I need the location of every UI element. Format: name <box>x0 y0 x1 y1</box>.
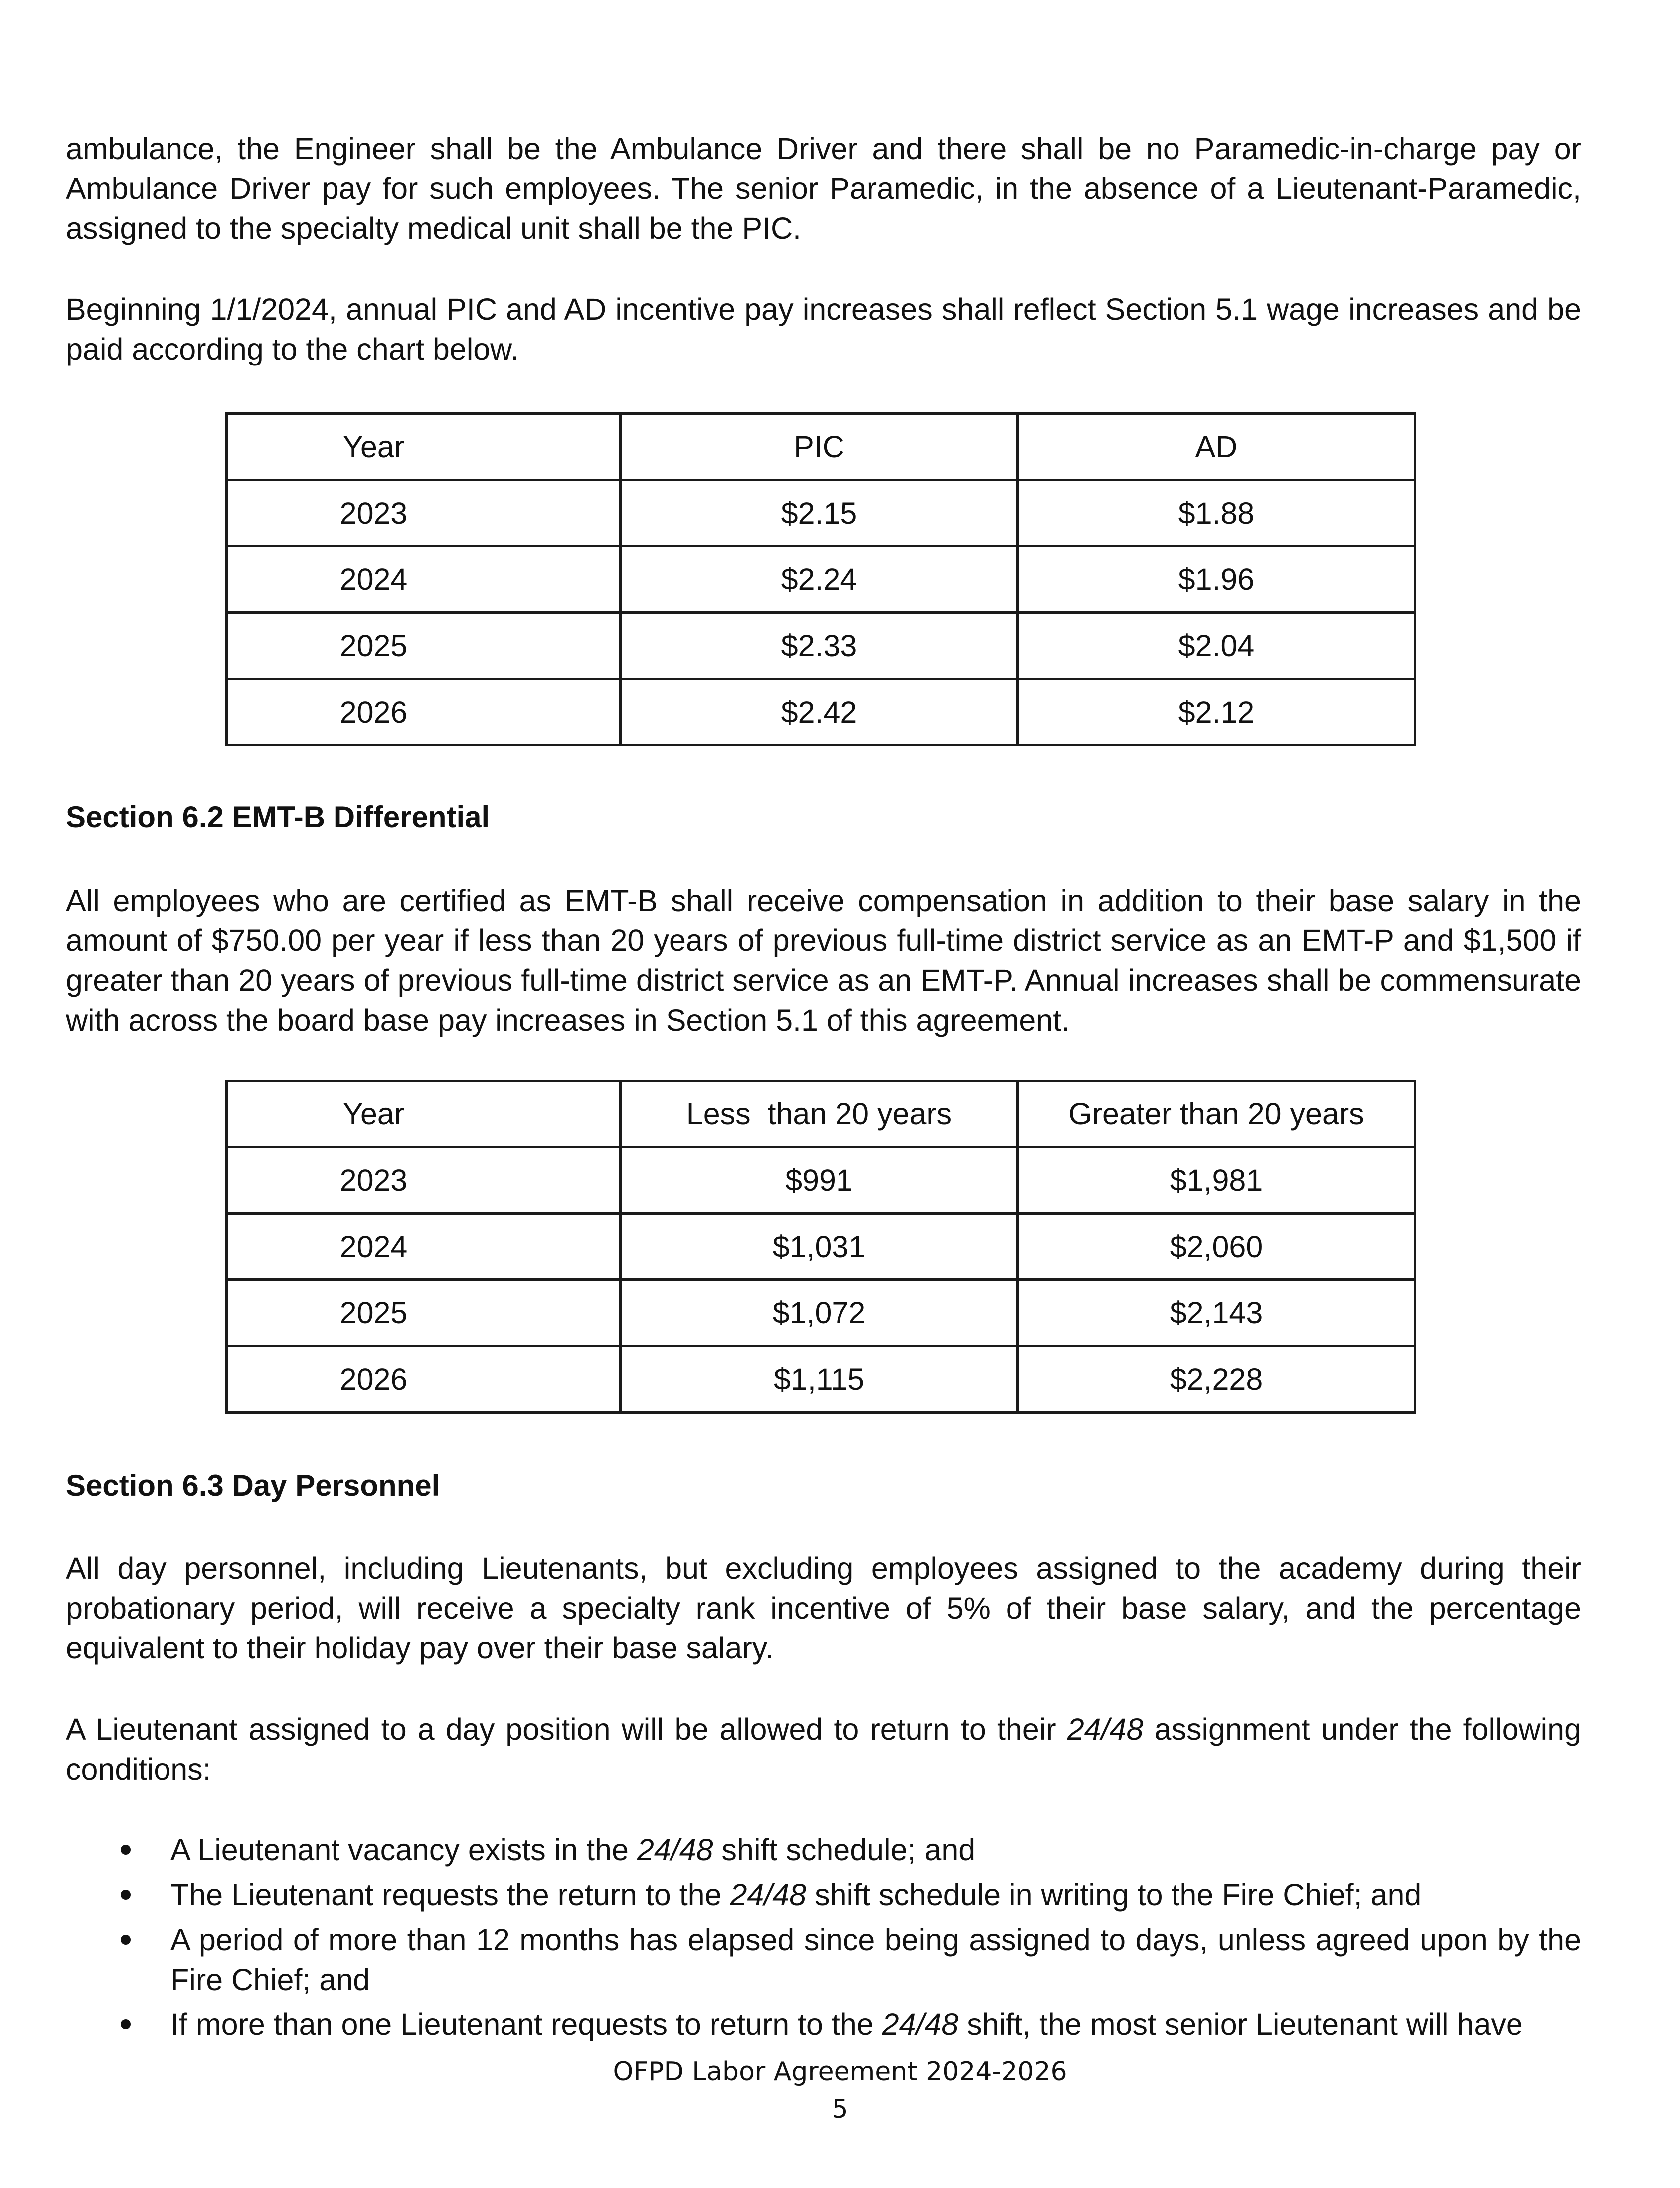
table-row <box>227 1147 1415 1214</box>
table-row <box>227 1280 1415 1346</box>
bullet-icon <box>121 1890 131 1900</box>
table-cell: $2.42 <box>621 679 1018 745</box>
table-cell: 2026 <box>227 1346 621 1413</box>
table-cell: 2024 <box>227 1214 621 1280</box>
list-item <box>66 2005 1581 2044</box>
table-cell: 2023 <box>227 480 621 547</box>
table-header-cell: Less than 20 years <box>621 1081 1018 1147</box>
table-cell: $2,060 <box>1018 1214 1415 1280</box>
table-cell: $2.15 <box>621 480 1018 547</box>
table-cell: $2,228 <box>1018 1346 1415 1413</box>
schedule-italic: 24/48 <box>637 1833 713 1867</box>
table-cell: $1.96 <box>1018 547 1415 613</box>
list-item <box>66 1920 1581 2000</box>
table-header-row <box>227 414 1415 480</box>
table-cell: 2025 <box>227 1280 621 1346</box>
table-cell: $2.33 <box>621 613 1018 679</box>
table-row <box>227 679 1415 745</box>
conditions-list <box>66 1830 1581 2049</box>
table-header-cell: PIC <box>621 414 1018 480</box>
list-item-text: shift schedule in writing to the Fire Chief; and <box>806 1878 1422 1912</box>
section-6-3-heading: Section 6.3 Day Personnel <box>66 1469 440 1502</box>
paragraph-text: assignment under the following conditions: <box>66 1712 1581 1786</box>
table-row <box>227 547 1415 613</box>
table-header-row <box>227 1081 1415 1147</box>
page-number: 5 <box>832 2094 848 2124</box>
table-cell: $2.12 <box>1018 679 1415 745</box>
list-item <box>66 1875 1581 1915</box>
section-6-3-paragraph-1: All day personnel, including Lieutenants, but excluding employees assigned to the academy during their probationary period, will receive a specialty rank incentive of 5% of their base salary, and the percentage equivalent to their holiday pay over their base salary. <box>66 1551 1581 1665</box>
table-row <box>227 613 1415 679</box>
list-item-text: shift, the most senior Lieutenant will have <box>958 2007 1523 2041</box>
table-header-cell: Year <box>227 414 621 480</box>
list-item <box>66 1830 1581 1870</box>
schedule-italic: 24/48 <box>882 2007 959 2041</box>
bullet-icon <box>121 1845 131 1855</box>
intro-paragraph: ambulance, the Engineer shall be the Ambulance Driver and there shall be no Paramedic-in-charge pay or Ambulance Driver pay for such employees. The senior Paramedic, in the absence of a Lieutenant-Paramedic, assigned to the specialty medical unit shall be the PIC. <box>66 132 1581 245</box>
table-cell: $2.24 <box>621 547 1018 613</box>
table-cell: $991 <box>621 1147 1018 1214</box>
bullet-icon <box>121 1935 131 1945</box>
table-header-cell: AD <box>1018 414 1415 480</box>
schedule-italic: 24/48 <box>730 1878 807 1912</box>
list-item-text: A Lieutenant vacancy exists in the <box>170 1833 637 1867</box>
list-item-text: The Lieutenant requests the return to the <box>170 1878 730 1912</box>
table-cell: $1,115 <box>621 1346 1018 1413</box>
section-6-2-paragraph: All employees who are certified as EMT-B shall receive compensation in addition to their base salary in the amount of $750.00 per year if less than 20 years of previous full-time district service as an EMT-P and $1,500 if greater than 20 years of previous full-time district service as an EMT-P. Annual increases shall be commensurate with across the board base pay increases in Section 5.1 of this agreement. <box>66 884 1581 1037</box>
pic-ad-table <box>225 412 1416 746</box>
list-item-text: If more than one Lieutenant requests to return to the <box>170 2007 882 2041</box>
table-header-cell: Greater than 20 years <box>1018 1081 1415 1147</box>
schedule-italic: 24/48 <box>1067 1712 1144 1746</box>
table-row <box>227 480 1415 547</box>
section-6-3-paragraph-2 <box>66 1709 1581 1789</box>
table-cell: $1,981 <box>1018 1147 1415 1214</box>
footer-title: OFPD Labor Agreement 2024-2026 <box>613 2057 1067 2087</box>
section-6-2-heading: Section 6.2 EMT-B Differential <box>66 800 490 834</box>
paragraph-text: A Lieutenant assigned to a day position will be allowed to return to their <box>66 1712 1067 1746</box>
table-cell: 2026 <box>227 679 621 745</box>
table-cell: 2024 <box>227 547 621 613</box>
table-header-cell: Year <box>227 1081 621 1147</box>
list-item-text: A period of more than 12 months has elapsed since being assigned to days, unless agreed upon by the Fire Chief; and <box>170 1923 1581 1997</box>
table-row <box>227 1214 1415 1280</box>
list-item-text: shift schedule; and <box>713 1833 976 1867</box>
table-cell: $2,143 <box>1018 1280 1415 1346</box>
table-row <box>227 1346 1415 1413</box>
table-cell: $1,031 <box>621 1214 1018 1280</box>
table-cell: 2023 <box>227 1147 621 1214</box>
table-cell: 2025 <box>227 613 621 679</box>
pic-ad-paragraph: Beginning 1/1/2024, annual PIC and AD incentive pay increases shall reflect Section 5.1 wage increases and be paid according to the chart below. <box>66 292 1581 366</box>
table-cell: $1,072 <box>621 1280 1018 1346</box>
table-cell: $1.88 <box>1018 480 1415 547</box>
bullet-icon <box>121 2019 131 2029</box>
emt-b-table <box>225 1080 1416 1414</box>
table-cell: $2.04 <box>1018 613 1415 679</box>
